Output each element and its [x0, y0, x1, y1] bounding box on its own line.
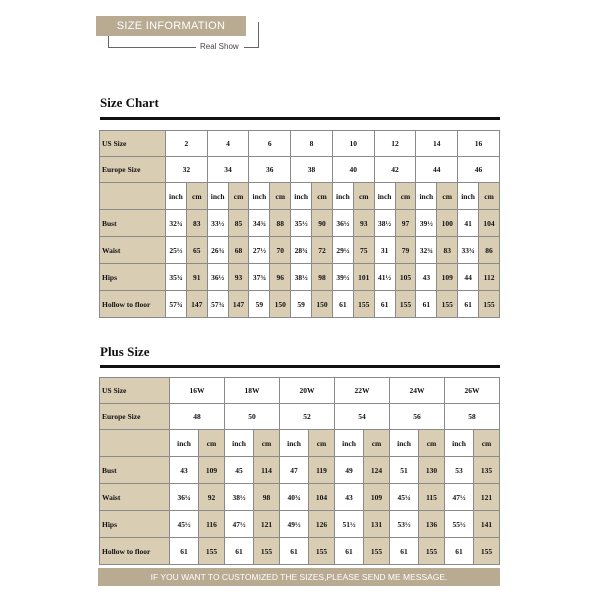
inch-value-cell: 61 — [335, 538, 364, 565]
unit-cm-cell: cm — [479, 183, 500, 210]
us-size-cell: 16 — [458, 131, 500, 157]
row-label: Bust — [100, 457, 170, 484]
cm-value-cell: 121 — [254, 511, 280, 538]
cm-value-cell: 86 — [479, 237, 500, 264]
cm-value-cell: 109 — [437, 264, 458, 291]
inch-value-cell: 59 — [249, 291, 270, 318]
cm-value-cell: 93 — [353, 210, 374, 237]
europe-size-cell: 52 — [280, 404, 335, 430]
cm-value-cell: 150 — [312, 291, 333, 318]
cm-value-cell: 96 — [270, 264, 291, 291]
real-show-label: Real Show — [200, 42, 239, 51]
inch-value-cell: 61 — [332, 291, 353, 318]
europe-size-cell: 38 — [291, 157, 333, 183]
us-size-cell: 14 — [416, 131, 458, 157]
cm-value-cell: 155 — [437, 291, 458, 318]
unit-cm-cell: cm — [419, 430, 445, 457]
inch-value-cell: 61 — [170, 538, 199, 565]
unit-cm-cell: cm — [309, 430, 335, 457]
inch-value-cell: 61 — [280, 538, 309, 565]
unit-inch-cell: inch — [332, 183, 353, 210]
inch-value-cell: 32¾ — [416, 237, 437, 264]
cm-value-cell: 100 — [437, 210, 458, 237]
unit-cm-cell: cm — [364, 430, 390, 457]
inch-value-cell: 44 — [458, 264, 479, 291]
cm-value-cell: 155 — [353, 291, 374, 318]
inch-value-cell: 38½ — [291, 264, 312, 291]
customize-message-bar — [98, 568, 500, 586]
inch-value-cell: 36½ — [207, 264, 228, 291]
row-label: Waist — [100, 484, 170, 511]
unit-cm-cell: cm — [186, 183, 207, 210]
inch-value-cell: 25½ — [165, 237, 186, 264]
measurement-row — [100, 291, 500, 318]
inch-value-cell: 35½ — [291, 210, 312, 237]
cm-value-cell: 130 — [419, 457, 445, 484]
row-label: Bust — [100, 210, 166, 237]
inch-value-cell: 47½ — [225, 511, 254, 538]
cm-value-cell: 155 — [254, 538, 280, 565]
cm-value-cell: 90 — [312, 210, 333, 237]
unit-row — [100, 183, 500, 210]
us-size-cell: 26W — [445, 378, 500, 404]
unit-inch-cell: inch — [207, 183, 228, 210]
cm-value-cell: 70 — [270, 237, 291, 264]
unit-inch-cell: inch — [249, 183, 270, 210]
cm-value-cell: 116 — [199, 511, 225, 538]
unit-inch-cell: inch — [280, 430, 309, 457]
us-size-cell: 6 — [249, 131, 291, 157]
europe-size-cell: 50 — [225, 404, 280, 430]
us-size-cell: 16W — [170, 378, 225, 404]
cm-value-cell: 65 — [186, 237, 207, 264]
europe-size-cell: 46 — [458, 157, 500, 183]
measurement-row — [100, 210, 500, 237]
cm-value-cell: 155 — [395, 291, 416, 318]
inch-value-cell: 43 — [170, 457, 199, 484]
inch-value-cell: 47 — [280, 457, 309, 484]
row-label: Europe Size — [100, 157, 166, 183]
us-size-cell: 18W — [225, 378, 280, 404]
row-label: Hips — [100, 511, 170, 538]
cm-value-cell: 121 — [474, 484, 500, 511]
europe-size-cell: 48 — [170, 404, 225, 430]
inch-value-cell: 29½ — [332, 237, 353, 264]
cm-value-cell: 155 — [479, 291, 500, 318]
cm-value-cell: 88 — [270, 210, 291, 237]
inch-value-cell: 61 — [390, 538, 419, 565]
inch-value-cell: 36½ — [332, 210, 353, 237]
europe-size-cell: 40 — [332, 157, 374, 183]
measurement-row — [100, 237, 500, 264]
row-label: Hollow to floor — [100, 538, 170, 565]
inch-value-cell: 47½ — [445, 484, 474, 511]
frame-line-bottom-right — [244, 47, 259, 48]
europe-size-cell: 36 — [249, 157, 291, 183]
unit-inch-cell: inch — [225, 430, 254, 457]
europe-size-row — [100, 157, 500, 183]
unit-cm-cell: cm — [199, 430, 225, 457]
cm-value-cell: 105 — [395, 264, 416, 291]
inch-value-cell: 35¾ — [165, 264, 186, 291]
cm-value-cell: 104 — [309, 484, 335, 511]
europe-size-cell: 54 — [335, 404, 390, 430]
inch-value-cell: 38½ — [374, 210, 395, 237]
europe-size-cell: 32 — [165, 157, 207, 183]
cm-value-cell: 155 — [474, 538, 500, 565]
inch-value-cell: 31 — [374, 237, 395, 264]
banner-title: SIZE INFORMATION — [116, 20, 226, 32]
inch-value-cell: 36¼ — [170, 484, 199, 511]
inch-value-cell: 51½ — [335, 511, 364, 538]
us-size-cell: 4 — [207, 131, 249, 157]
europe-size-row — [100, 404, 500, 430]
unit-cm-cell: cm — [254, 430, 280, 457]
blank-cell — [100, 183, 166, 210]
cm-value-cell: 79 — [395, 237, 416, 264]
cm-value-cell: 93 — [228, 264, 249, 291]
inch-value-cell: 61 — [416, 291, 437, 318]
measurement-row — [100, 484, 500, 511]
us-size-cell: 20W — [280, 378, 335, 404]
inch-value-cell: 49 — [335, 457, 364, 484]
inch-value-cell: 57¾ — [207, 291, 228, 318]
inch-value-cell: 43 — [335, 484, 364, 511]
unit-cm-cell: cm — [395, 183, 416, 210]
inch-value-cell: 34¾ — [249, 210, 270, 237]
inch-value-cell: 61 — [445, 538, 474, 565]
customize-message: IF YOU WANT TO CUSTOMIZED THE SIZES,PLEASE SEND ME MESSAGE. — [150, 572, 448, 582]
plus-size-title: Plus Size — [100, 344, 150, 359]
cm-value-cell: 155 — [364, 538, 390, 565]
cm-value-cell: 114 — [254, 457, 280, 484]
measurement-row — [100, 538, 500, 565]
cm-value-cell: 119 — [309, 457, 335, 484]
inch-value-cell: 41½ — [374, 264, 395, 291]
cm-value-cell: 83 — [437, 237, 458, 264]
unit-inch-cell: inch — [390, 430, 419, 457]
cm-value-cell: 91 — [186, 264, 207, 291]
europe-size-cell: 44 — [416, 157, 458, 183]
unit-inch-cell: inch — [416, 183, 437, 210]
inch-value-cell: 53½ — [390, 511, 419, 538]
us-size-cell: 12 — [374, 131, 416, 157]
inch-value-cell: 51 — [390, 457, 419, 484]
cm-value-cell: 75 — [353, 237, 374, 264]
size-chart-table — [99, 130, 500, 318]
row-label: Hips — [100, 264, 166, 291]
inch-value-cell: 45½ — [170, 511, 199, 538]
unit-cm-cell: cm — [353, 183, 374, 210]
us-size-row — [100, 131, 500, 157]
cm-value-cell: 68 — [228, 237, 249, 264]
europe-size-cell: 42 — [374, 157, 416, 183]
inch-value-cell: 45¼ — [390, 484, 419, 511]
cm-value-cell: 98 — [312, 264, 333, 291]
cm-value-cell: 112 — [479, 264, 500, 291]
us-size-row — [100, 378, 500, 404]
cm-value-cell: 92 — [199, 484, 225, 511]
inch-value-cell: 37¾ — [249, 264, 270, 291]
measurement-row — [100, 264, 500, 291]
inch-value-cell: 43 — [416, 264, 437, 291]
us-size-cell: 22W — [335, 378, 390, 404]
cm-value-cell: 136 — [419, 511, 445, 538]
inch-value-cell: 61 — [374, 291, 395, 318]
measurement-row — [100, 511, 500, 538]
unit-cm-cell: cm — [474, 430, 500, 457]
size-chart-title: Size Chart — [100, 95, 159, 110]
europe-size-cell: 56 — [390, 404, 445, 430]
cm-value-cell: 115 — [419, 484, 445, 511]
cm-value-cell: 155 — [199, 538, 225, 565]
inch-value-cell: 49½ — [280, 511, 309, 538]
unit-inch-cell: inch — [291, 183, 312, 210]
cm-value-cell: 135 — [474, 457, 500, 484]
us-size-cell: 10 — [332, 131, 374, 157]
unit-cm-cell: cm — [312, 183, 333, 210]
us-size-cell: 8 — [291, 131, 333, 157]
inch-value-cell: 40¾ — [280, 484, 309, 511]
cm-value-cell: 155 — [419, 538, 445, 565]
size-chart-rule — [100, 117, 500, 120]
inch-value-cell: 45 — [225, 457, 254, 484]
row-label: Hollow to floor — [100, 291, 166, 318]
cm-value-cell: 124 — [364, 457, 390, 484]
inch-value-cell: 33½ — [207, 210, 228, 237]
unit-cm-cell: cm — [437, 183, 458, 210]
row-label: Waist — [100, 237, 166, 264]
inch-value-cell: 39½ — [416, 210, 437, 237]
blank-cell — [100, 430, 170, 457]
cm-value-cell: 150 — [270, 291, 291, 318]
inch-value-cell: 39½ — [332, 264, 353, 291]
unit-cm-cell: cm — [270, 183, 291, 210]
unit-cm-cell: cm — [228, 183, 249, 210]
unit-row — [100, 430, 500, 457]
inch-value-cell: 32¾ — [165, 210, 186, 237]
unit-inch-cell: inch — [170, 430, 199, 457]
measurement-row — [100, 457, 500, 484]
europe-size-cell: 34 — [207, 157, 249, 183]
frame-line-right — [258, 22, 259, 48]
unit-inch-cell: inch — [374, 183, 395, 210]
inch-value-cell: 53 — [445, 457, 474, 484]
cm-value-cell: 101 — [353, 264, 374, 291]
us-size-cell: 2 — [165, 131, 207, 157]
inch-value-cell: 38½ — [225, 484, 254, 511]
inch-value-cell: 59 — [291, 291, 312, 318]
row-label: US Size — [100, 378, 170, 404]
cm-value-cell: 155 — [309, 538, 335, 565]
inch-value-cell: 41 — [458, 210, 479, 237]
inch-value-cell: 57¾ — [165, 291, 186, 318]
europe-size-cell: 58 — [445, 404, 500, 430]
plus-size-table — [99, 377, 500, 565]
cm-value-cell: 126 — [309, 511, 335, 538]
row-label: US Size — [100, 131, 166, 157]
inch-value-cell: 33¾ — [458, 237, 479, 264]
unit-inch-cell: inch — [335, 430, 364, 457]
cm-value-cell: 109 — [199, 457, 225, 484]
plus-size-rule — [100, 365, 500, 368]
inch-value-cell: 28¾ — [291, 237, 312, 264]
cm-value-cell: 131 — [364, 511, 390, 538]
inch-value-cell: 55½ — [445, 511, 474, 538]
frame-line-bottom-left — [108, 47, 196, 48]
cm-value-cell: 97 — [395, 210, 416, 237]
unit-inch-cell: inch — [458, 183, 479, 210]
cm-value-cell: 147 — [186, 291, 207, 318]
size-information-banner — [96, 16, 246, 36]
inch-value-cell: 26¾ — [207, 237, 228, 264]
inch-value-cell: 27½ — [249, 237, 270, 264]
cm-value-cell: 85 — [228, 210, 249, 237]
cm-value-cell: 109 — [364, 484, 390, 511]
unit-inch-cell: inch — [445, 430, 474, 457]
cm-value-cell: 104 — [479, 210, 500, 237]
inch-value-cell: 61 — [458, 291, 479, 318]
cm-value-cell: 98 — [254, 484, 280, 511]
cm-value-cell: 83 — [186, 210, 207, 237]
row-label: Europe Size — [100, 404, 170, 430]
cm-value-cell: 147 — [228, 291, 249, 318]
cm-value-cell: 141 — [474, 511, 500, 538]
cm-value-cell: 72 — [312, 237, 333, 264]
unit-inch-cell: inch — [165, 183, 186, 210]
inch-value-cell: 61 — [225, 538, 254, 565]
us-size-cell: 24W — [390, 378, 445, 404]
